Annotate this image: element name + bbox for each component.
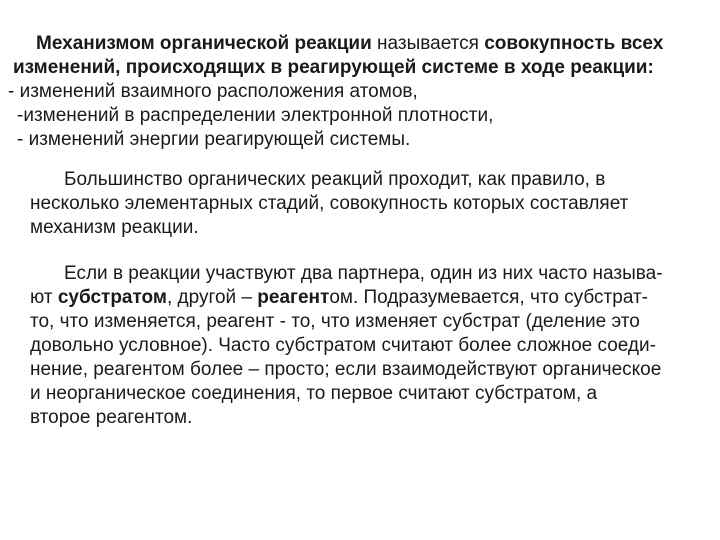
substrate-line-2-pre: ют (30, 287, 58, 308)
stages-line-3: механизм реакции. (30, 217, 199, 238)
stages-line-2: несколько элементарных стадий, совокупность которых составляет (30, 193, 629, 214)
substrate-line-3: то, что изменяется, реагент - то, что изменяет субстрат (деление это (30, 311, 640, 332)
definition-item-energy: - изменений энергии реагирующей системы. (17, 129, 411, 150)
definition-item-electron-density: -изменений в распределении электронной плотности, (17, 105, 494, 126)
definition-connector: называется (371, 33, 485, 54)
substrate-line-2 (30, 286, 648, 310)
substrate-line-6: и неорганическое соединения, то первое считают субстратом, а (30, 383, 598, 404)
stages-line-1: Большинство органических реакций проходит, как правило, в (64, 169, 606, 190)
substrate-line-2-post: ом. Подразумевается, что субстрат- (329, 287, 649, 308)
mechanism-term: Механизмом органической реакции (36, 33, 372, 54)
definition-item-atoms: - изменений взаимного расположения атомов, (8, 81, 418, 102)
substrate-line-2-mid: , другой – (166, 287, 258, 308)
definition-line-2: изменений, происходящих в реагирующей системе в ходе реакции: (13, 57, 654, 78)
substrate-line-4: довольно условное). Часто субстратом считают более сложное соеди- (30, 335, 656, 356)
reagent-term: реагент (257, 287, 330, 308)
substrate-line-7: второе реагентом. (30, 407, 193, 428)
definition-line-1 (36, 32, 663, 56)
totality-term: совокупность всех (484, 33, 664, 54)
substrate-term: субстратом (57, 287, 167, 308)
substrate-line-1: Если в реакции участвуют два партнера, один из них часто называ- (64, 263, 663, 284)
substrate-line-5: нение, реагентом более – просто; если взаимодействуют органическое (30, 359, 662, 380)
